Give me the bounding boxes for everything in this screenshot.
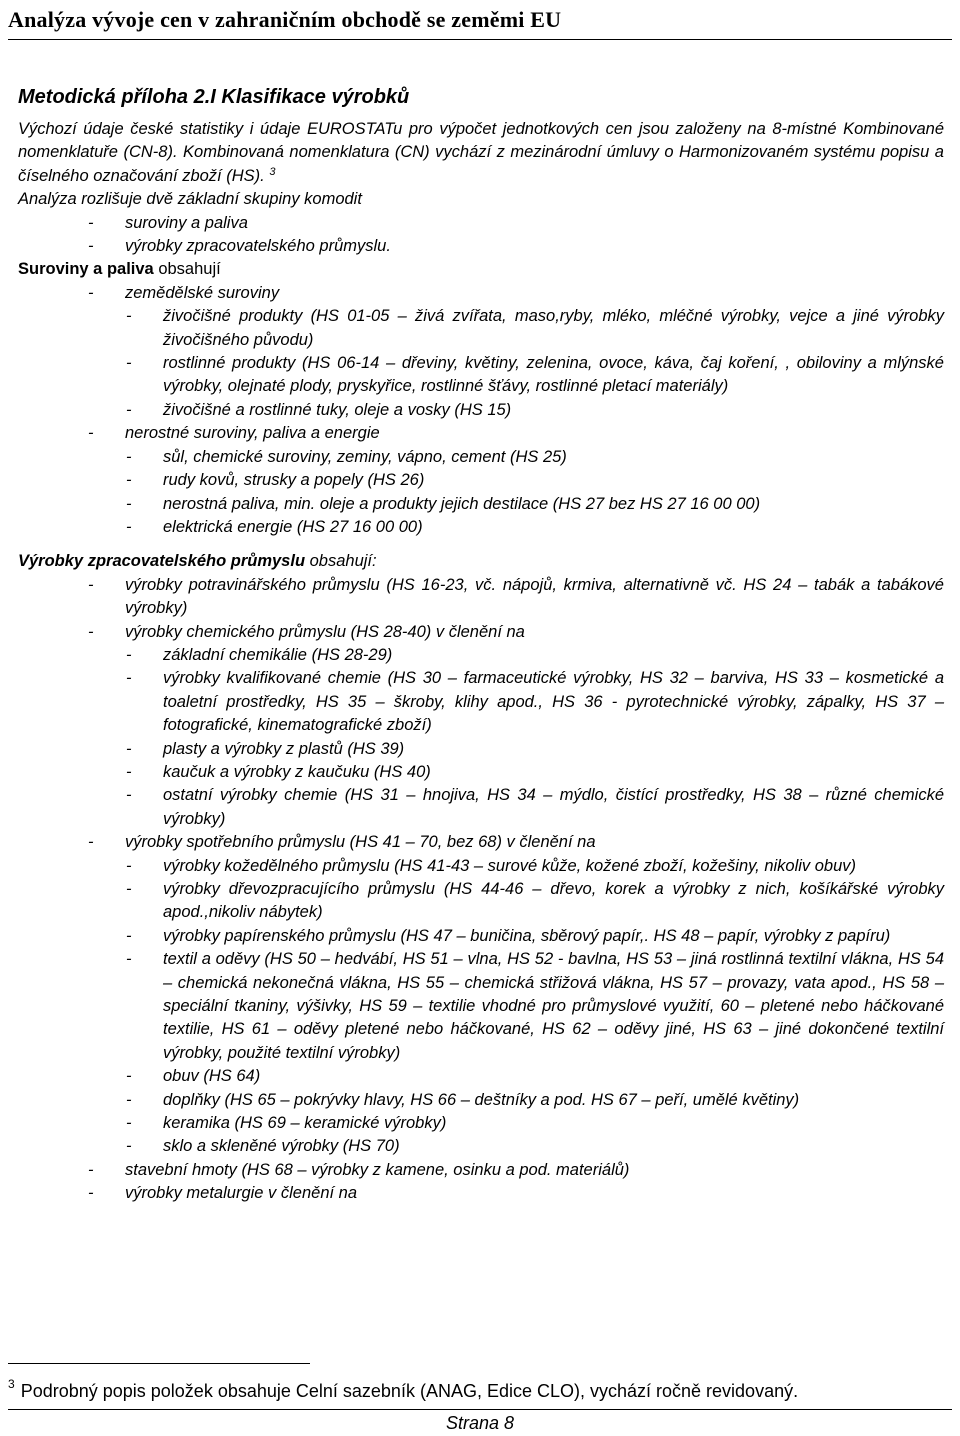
page-number: Strana 8 bbox=[445, 1413, 515, 1433]
intro-text: Výchozí údaje české statistiky i údaje EUROSTATu pro výpočet jednotkových cen jsou založeny na 8-místné Kombinované nomenklatuře (CN-8). Kombinovaná nomenklatura (CN) vychází z mezinárodní úmluvy o Harmonizovaném systému popisu a číselného označování zboží (HS). bbox=[18, 120, 944, 185]
list-item: - živočišné produkty (HS 01-05 – živá zvířata, maso,ryby, mléko, mléčné výrobky, vejce a jiné výrobky živočišného původu) bbox=[126, 307, 944, 349]
spacer bbox=[18, 539, 944, 550]
header-title: Analýza vývoje cen v zahraničním obchodě se zeměmi EU bbox=[8, 7, 562, 32]
manufactured-suffix: obsahují: bbox=[305, 552, 377, 571]
list-item: - textil a oděvy (HS 50 – hedvábí, HS 51 – vlna, HS 52 - bavlna, HS 53 – jiná rostlinná textilní vlákna, HS 54 – chemická nekonečná vlákna, HS 55 – chemická střižová vlákna, HS 57 – provazy, vata apod., HS 58 – speciální tkaniny, výšivky, HS 59 – textilie vhodné pro průmyslové využití, 60 – pletené nebo háčkované textilie, HS 61 – oděvy pletené nebo háčkované, HS 62 – oděvy jiné, HS 63 – jiné dokončené textilní výrobky, použité textilní výrobky) bbox=[126, 950, 944, 1062]
manufactured-list bbox=[18, 574, 944, 1206]
raw-materials-list bbox=[18, 282, 944, 539]
list-item: - doplňky (HS 65 – pokrývky hlavy, HS 66 – deštníky a pod. HS 67 – peří, umělé květiny) bbox=[126, 1090, 800, 1109]
list-item: - výrobky kožedělného průmyslu (HS 41-43 – surové kůže, kožené zboží, kožešiny, nikoliv obuv) bbox=[126, 856, 857, 875]
list-item: - kaučuk a výrobky z kaučuku (HS 40) bbox=[126, 762, 431, 781]
list-item: - výrobky spotřebního průmyslu (HS 41 – 70, bez 68) v členění na bbox=[88, 833, 596, 852]
groups-list bbox=[18, 212, 944, 259]
list-item: - výrobky chemického průmyslu (HS 28-40) v členění na bbox=[88, 622, 525, 641]
list-item: - nerostné suroviny, paliva a energie bbox=[88, 424, 380, 443]
document-body bbox=[18, 118, 944, 1206]
list-item: - elektrická energie (HS 27 16 00 00) bbox=[126, 517, 423, 536]
footnote-separator bbox=[8, 1363, 310, 1364]
list-item: - keramika (HS 69 – keramické výrobky) bbox=[126, 1114, 447, 1133]
list-item: - výrobky kvalifikované chemie (HS 30 – farmaceutické výrobky, HS 32 – barviva, HS 33 – kosmetické a toaletní prostředky, HS 35 – škroby, klihy apod., HS 36 - pyrotechnické výrobky, zápalky, HS 37 – fotografické, kinematografické zboží) bbox=[126, 669, 944, 735]
list-item: - výrobky dřevozpracujícího průmyslu (HS 44-46 – dřevo, korek a výrobky z nich, košíkářské výrobky apod.,nikoliv nábytek) bbox=[126, 880, 944, 922]
list-item: - výrobky metalurgie v členění na bbox=[88, 1184, 358, 1203]
list-item: - stavební hmoty (HS 68 – výrobky z kamene, osinku a pod. materiálů) bbox=[88, 1160, 630, 1179]
list-item: - rudy kovů, strusky a popely (HS 26) bbox=[126, 471, 425, 490]
manufactured-title: Výrobky zpracovatelského průmyslu bbox=[18, 552, 306, 571]
footnote-marker: 3 bbox=[8, 1377, 15, 1391]
list-item: - suroviny a paliva bbox=[88, 213, 248, 232]
section-heading: Metodická příloha 2.I Klasifikace výrobků bbox=[18, 86, 410, 108]
footer-separator bbox=[8, 1409, 952, 1410]
intro-paragraph bbox=[18, 118, 944, 212]
list-item: - zemědělské suroviny bbox=[88, 283, 280, 302]
list-item: - obuv (HS 64) bbox=[126, 1067, 261, 1086]
list-item: - výrobky potravinářského průmyslu (HS 16-23, vč. nápojů, krmiva, alternativně vč. HS 24 – tabák a tabákové výrobky) bbox=[88, 575, 944, 618]
footnote-text: Podrobný popis položek obsahuje Celní sazebník (ANAG, Edice CLO), vychází ročně revidovaný. bbox=[20, 1381, 799, 1401]
groups-intro: Analýza rozlišuje dvě základní skupiny komodit bbox=[18, 190, 362, 209]
raw-materials-heading bbox=[18, 258, 944, 281]
list-item: - základní chemikálie (HS 28-29) bbox=[126, 645, 393, 664]
list-item: - sůl, chemické suroviny, zeminy, vápno, cement (HS 25) bbox=[126, 447, 567, 466]
list-item: - nerostná paliva, min. oleje a produkty jejich destilace (HS 27 bez HS 27 16 00 00) bbox=[126, 494, 761, 513]
manufactured-heading bbox=[18, 550, 944, 573]
list-item: - plasty a výrobky z plastů (HS 39) bbox=[126, 739, 405, 758]
list-item: - ostatní výrobky chemie (HS 31 – hnojiva, HS 34 – mýdlo, čistící prostředky, HS 38 – různé chemické výrobky) bbox=[126, 786, 944, 828]
footnote-reference: 3 bbox=[269, 165, 276, 178]
raw-materials-suffix: obsahují bbox=[153, 260, 221, 279]
raw-materials-title: Suroviny a paliva bbox=[18, 260, 154, 279]
list-item: - výrobky zpracovatelského průmyslu. bbox=[88, 237, 391, 256]
page-header bbox=[8, 7, 952, 40]
footnote bbox=[8, 1377, 799, 1402]
list-item: - živočišné a rostlinné tuky, oleje a vosky (HS 15) bbox=[126, 400, 512, 419]
list-item: - výrobky papírenského průmyslu (HS 47 – buničina, sběrový papír,. HS 48 – papír, výrobky z papíru) bbox=[126, 926, 891, 945]
list-item: - rostlinné produkty (HS 06-14 – dřeviny, květiny, zelenina, ovoce, káva, čaj koření, , obiloviny a mlýnské výrobky, olejnaté plody, pryskyřice, rostlinné šťávy, rostlinné pletací materiály) bbox=[126, 354, 944, 396]
list-item: - sklo a skleněné výrobky (HS 70) bbox=[126, 1137, 400, 1156]
